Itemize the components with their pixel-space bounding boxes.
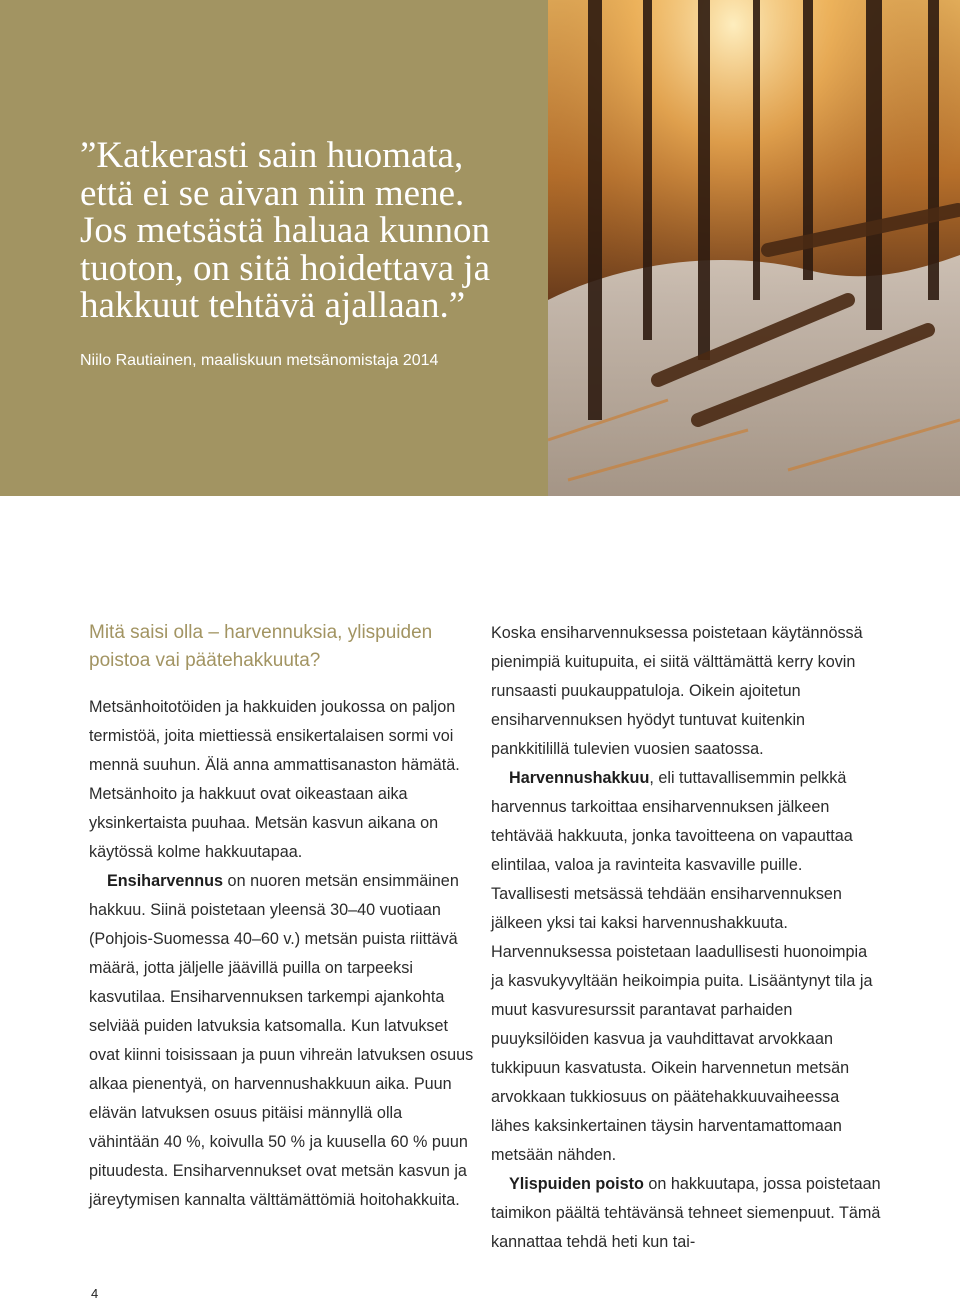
right-column — [491, 619, 881, 1257]
term-ylispuiden-poisto: Ylispuiden poisto — [509, 1175, 644, 1193]
quote-attribution: Niilo Rautiainen, maaliskuun metsänomistaja 2014 — [80, 352, 439, 369]
left-column — [89, 619, 474, 1215]
page-number: 4 — [91, 1286, 99, 1301]
ensiharvennus-text: on nuoren metsän ensimmäinen hakkuu. Siinä poistetaan yleensä 30–40 vuotiaan (Pohjois-Suomessa 40–60 v.) metsän puista riittävä määrä, jotta jäljelle jäävillä puilla on tarpeeksi kasvutilaa. Ensiharvennuksen tarkempi ajankohta selviää puiden latvuksia katsomalla. Kun latvukset ovat kiinni toisissaan ja puun vihreän latvuksen osuus alkaa pienentyä, on harvennushakkuun aika. Puun elävän latvuksen osuus pitäisi männyllä olla vähintään 40 %, koivulla 50 % ja kuusella 60 % puun pituudesta. Ensiharvennukset ovat metsän kasvun ja järeytymisen kannalta välttämättömiä hoitohakkuita. — [89, 872, 474, 1209]
pull-quote: ”Katkerasti sain huomata, että ei se aivan niin mene. Jos metsästä haluaa kunnon tuoton, on sitä hoidettava ja hakkuut tehtävä ajallaan.” — [80, 135, 490, 326]
ensiharvennus-paragraph — [89, 867, 474, 1215]
intro-paragraph: Metsänhoitotöiden ja hakkuiden joukossa on paljon termistöä, joita miettiessä ensikertalaisen sormi voi mennä suuhun. Älä anna ammattisanaston hämätä. Metsänhoito ja hakkuut ovat oikeastaan aika yksinkertaista puuhaa. Metsän kasvun aikana on käytössä kolme hakkuutapaa. — [89, 698, 460, 861]
quote-panel — [0, 0, 548, 496]
ylispuiden-paragraph — [491, 1170, 881, 1257]
right-intro-paragraph: Koska ensiharvennuksessa poistetaan käytännössä pienimpiä kuitupuita, ei siitä välttämättä kerry kovin runsaasti puukauppatuloja. Oikein ajoitetun ensiharvennuksen hyödyt tuntuvat kuitenkin pankkitilillä tulevien vuosien saatossa. — [491, 624, 863, 758]
forest-photo-illustration — [548, 0, 960, 496]
term-harvennushakkuu: Harvennushakkuu — [509, 769, 650, 787]
harvennushakkuu-paragraph — [491, 764, 881, 1170]
section-lead: Mitä saisi olla – harvennuksia, ylispuiden poistoa vai päätehakkuuta? — [89, 622, 433, 671]
harvennushakkuu-text: , eli tuttavallisemmin pelkkä harvennus tarkoittaa ensiharvennuksen jälkeen tehtävää hakkuuta, jonka tavoitteena on vapauttaa elintilaa, valoa ja ravinteita kasvaville puille. Tavallisesti metsässä tehdään ensiharvennuksen jälkeen yksi tai kaksi harvennushakkuuta. Harvennuksessa poistetaan laadullisesti huonoimpia ja kasvukyvyltään heikoimpia puita. Lisääntynyt tila ja muut kasvuresurssit parantavat parhaiden puuyksilöiden kasvua ja vauhdittavat arvokkaan tukkipuun kasvatusta. Oikein harvennetun metsän arvokkaan tukkiosuus on päätehakkuuvaiheessa lähes kaksinkertainen täysin harventamattomaan metsään nähden. — [491, 769, 873, 1164]
term-ensiharvennus: Ensiharvennus — [107, 872, 224, 890]
ylispuiden-text: on hakkuutapa, jossa poistetaan taimikon päältä tehtävänsä tehneet siemenpuut. Tämä kannattaa tehdä heti kun tai- — [491, 1175, 881, 1251]
forest-photo — [548, 0, 960, 496]
